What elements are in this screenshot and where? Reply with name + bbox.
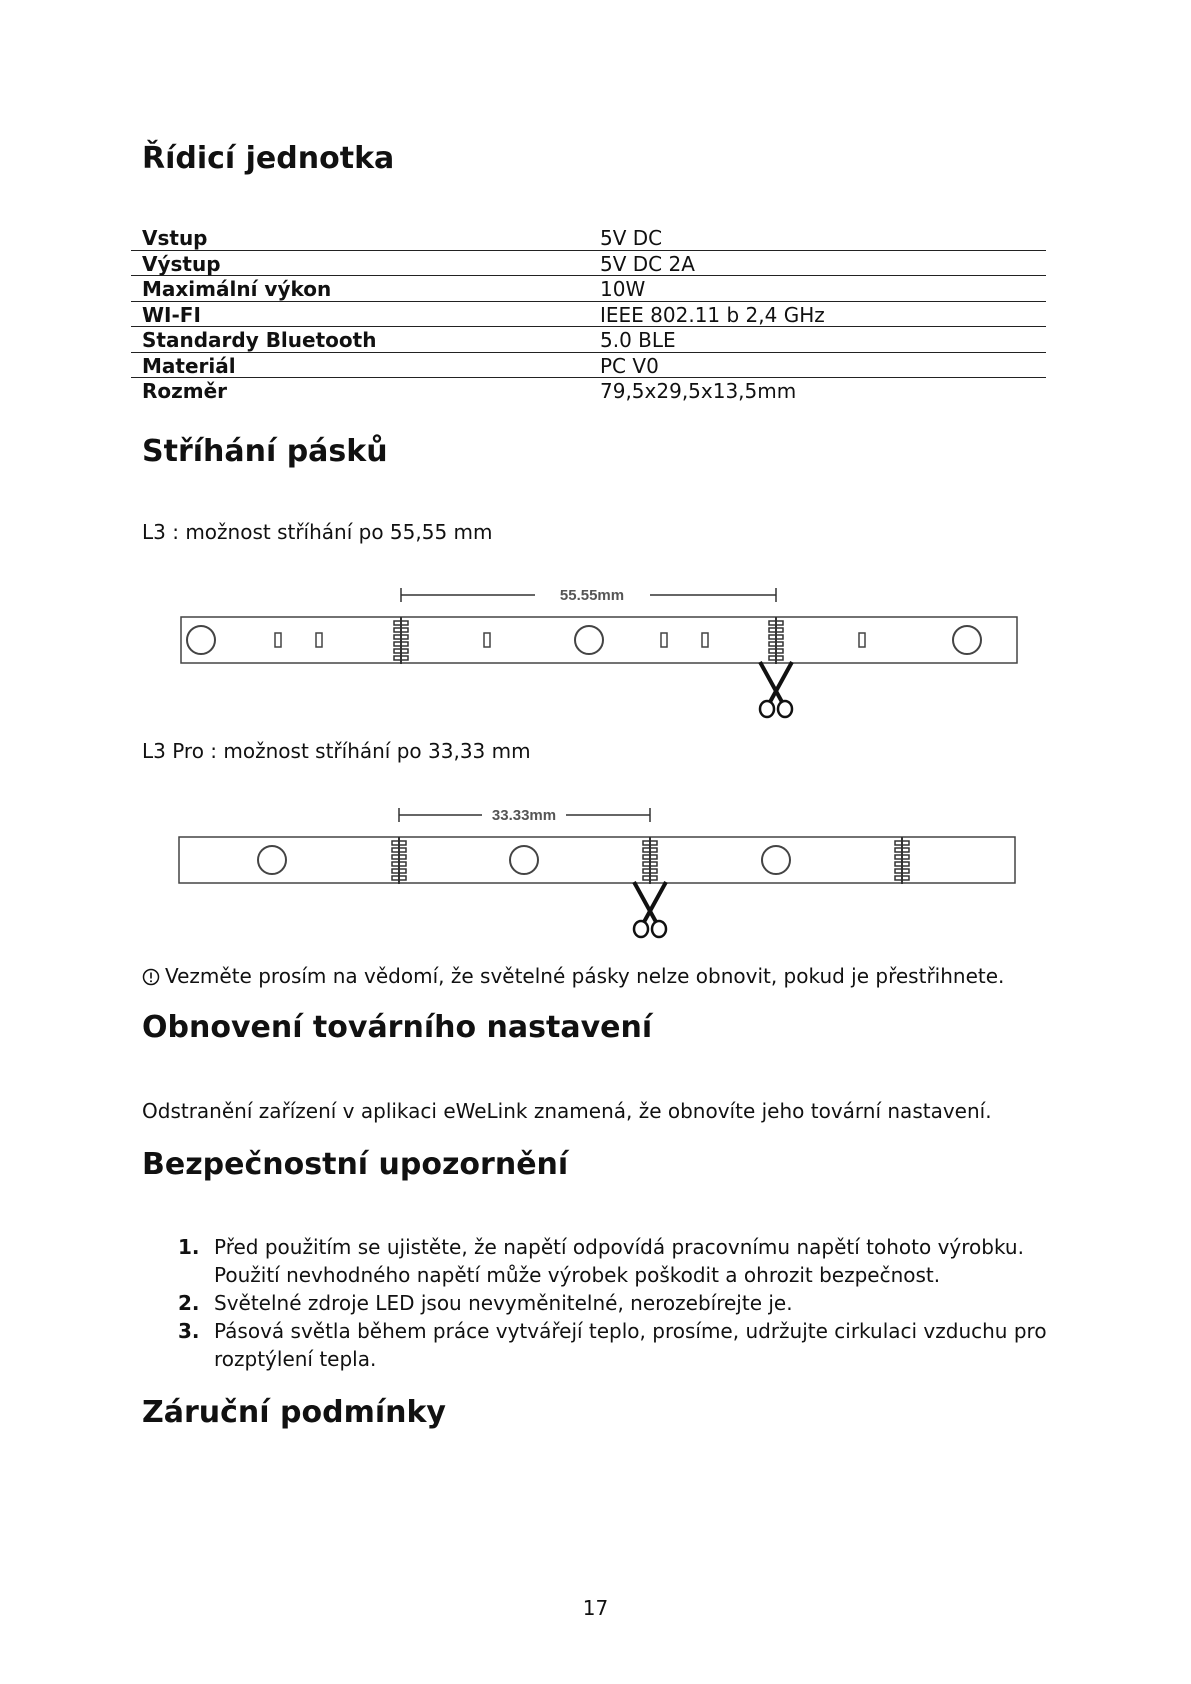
led-strip <box>181 617 1017 663</box>
section-title-control-unit: Řídicí jednotka <box>142 141 395 176</box>
list-text: Světelné zdroje LED jsou nevyměnitelné, nerozebírejte je. <box>214 1291 793 1315</box>
spec-row <box>131 378 1046 404</box>
l3-dimension-label: 55.55mm <box>559 587 625 604</box>
safety-list <box>178 1233 1058 1373</box>
spec-value: 5V DC 2A <box>600 251 695 276</box>
spec-value: 5V DC <box>600 226 663 250</box>
list-text: Před použitím se ujistěte, že napětí odpovídá pracovnímu napětí tohoto výrobku. Použití nevhodného napětí může výrobek poškodit a ohrozit bezpečnost. <box>214 1235 1024 1287</box>
spec-value: 5.0 BLE <box>600 328 676 352</box>
spec-value: PC V0 <box>600 353 659 378</box>
led-circle <box>953 626 981 654</box>
spec-label: Standardy Bluetooth <box>142 328 377 352</box>
l3-strip-diagram <box>170 580 1030 725</box>
spec-row <box>131 251 1046 277</box>
spec-label: Maximální výkon <box>142 277 332 301</box>
list-number: 1. <box>178 1235 200 1259</box>
led-circle <box>762 846 790 874</box>
l3pro-dimension-label: 33.33mm <box>491 807 557 824</box>
specs-table <box>131 225 1046 404</box>
spec-label: Rozměr <box>142 379 228 403</box>
l3-cutting-text: L3 : možnost stříhání po 55,55 mm <box>142 520 493 544</box>
led-circle <box>510 846 538 874</box>
factory-reset-text: Odstranění zařízení v aplikaci eWeLink znamená, že obnovíte jeho tovární nastavení. <box>142 1099 992 1123</box>
smd-component <box>484 633 490 647</box>
cut-pads <box>392 837 406 884</box>
page-number: 17 <box>582 1596 609 1620</box>
scissors-icon <box>760 662 792 717</box>
list-text: Pásová světla během práce vytvářejí teplo, prosíme, udržujte cirkulaci vzduchu pro rozptýlení tepla. <box>214 1319 1047 1371</box>
list-item <box>178 1289 1058 1317</box>
section-title-cutting: Stříhání pásků <box>142 434 388 469</box>
section-title-factory-reset: Obnovení továrního nastavení <box>142 1010 653 1045</box>
spec-row <box>131 302 1046 328</box>
smd-component <box>316 633 322 647</box>
spec-row <box>131 353 1046 379</box>
led-circle <box>575 626 603 654</box>
smd-component <box>859 633 865 647</box>
spec-label: Materiál <box>142 353 236 378</box>
spec-value: 10W <box>600 277 646 301</box>
spec-label: Vstup <box>142 226 208 250</box>
list-item <box>178 1233 1058 1289</box>
section-title-safety: Bezpečnostní upozornění <box>142 1147 569 1182</box>
dimension-line <box>399 807 650 824</box>
smd-component <box>275 633 281 647</box>
warning-text: Vezměte prosím na vědomí, že světelné pásky nelze obnovit, pokud je přestřihnete. <box>165 964 1005 988</box>
cut-pads <box>643 837 657 884</box>
spec-row <box>131 327 1046 353</box>
spec-value: 79,5x29,5x13,5mm <box>600 379 797 403</box>
warning-icon <box>142 968 160 986</box>
list-number: 3. <box>178 1319 200 1343</box>
led-circle <box>187 626 215 654</box>
cut-pads <box>394 617 408 664</box>
section-title-warranty: Záruční podmínky <box>142 1395 446 1430</box>
cut-pads <box>769 617 783 664</box>
cut-pads <box>895 837 909 884</box>
led-strip <box>179 837 1015 883</box>
smd-component <box>661 633 667 647</box>
spec-row <box>131 225 1046 251</box>
list-number: 2. <box>178 1291 200 1315</box>
l3pro-cutting-text: L3 Pro : možnost stříhání po 33,33 mm <box>142 739 531 763</box>
dimension-line <box>401 587 776 604</box>
spec-label: Výstup <box>142 251 221 276</box>
spec-row <box>131 276 1046 302</box>
l3pro-strip-diagram <box>170 800 1030 945</box>
smd-component <box>702 633 708 647</box>
cutting-warning-note <box>142 962 1004 990</box>
scissors-icon <box>634 882 666 937</box>
spec-label: WI-FI <box>142 302 201 327</box>
list-item <box>178 1317 1058 1373</box>
led-circle <box>258 846 286 874</box>
spec-value: IEEE 802.11 b 2,4 GHz <box>600 302 825 327</box>
